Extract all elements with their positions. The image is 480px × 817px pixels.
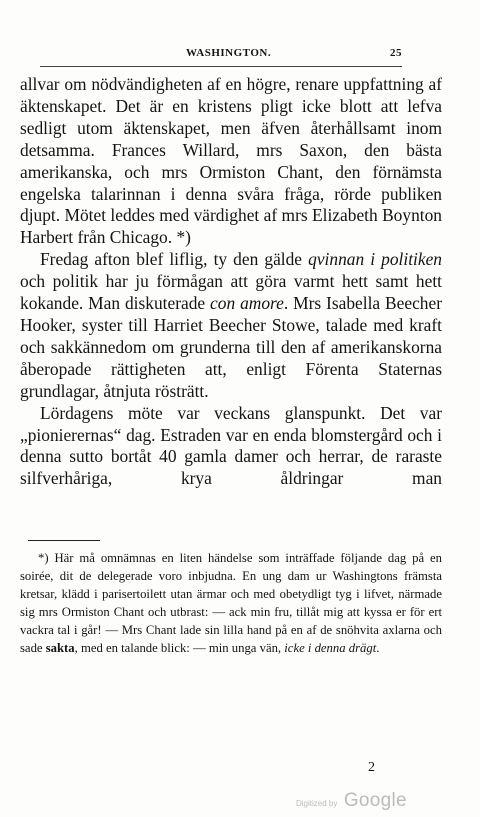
google-logo: Google bbox=[343, 790, 407, 811]
paragraph-3: Lördagens möte var veckans glanspunkt. Det var „pionierernas“ dag. Estraden var en enda blomstergård och i denna sutto bortåt 40 gamla damer och herrar, de raraste silfverhåriga, krya åldringar man bbox=[20, 402, 442, 489]
p2-text-3: . Mrs Isabella Beecher Hooker, syster till Harriet Beecher Stowe, talade med kraft och sakkännedom om grunderna till den af amerikanskorna åberopade rättigheten att, enligt Förenta Staternas grundlagar, åtnjuta rösträtt. bbox=[20, 293, 443, 401]
footnote-text-3: . bbox=[376, 641, 380, 656]
watermark-prefix: Digitized by bbox=[296, 799, 338, 808]
digitized-watermark bbox=[296, 790, 407, 812]
page-number: 25 bbox=[390, 47, 402, 59]
footnote-text-2: , med en talande blick: — min unga vän, bbox=[74, 641, 285, 656]
footnote-emphasis: icke i denna drägt bbox=[284, 641, 377, 656]
paragraph-2 bbox=[20, 249, 442, 402]
footnote bbox=[20, 549, 442, 658]
footnote-bold: sakta bbox=[45, 641, 75, 656]
paragraph-1: allvar om nödvändigheten af en högre, renare uppfattning af äktenskapet. Det är en kristens pligt icke blott att lefva sedligt utom äktenskapet, men äfven återhållsamt inom detsamma. Frances Willard, mrs Saxon, den bästa amerikanska, och mrs Ormiston Chant, den förnämsta engelska talarinnan i denna svåra fråga, rörde publiken djupt. Mötet leddes med värdighet af mrs Elizabeth Boynton Harbert från Chicago. *) bbox=[20, 74, 442, 248]
footnote-rule bbox=[28, 540, 100, 541]
signature-mark: 2 bbox=[368, 760, 375, 775]
p2-text-2: och politik har ju förmågan att göra varmt hett samt hett kokande. Man diskuterade bbox=[20, 271, 442, 314]
main-text bbox=[20, 74, 442, 490]
footnote-text bbox=[20, 549, 442, 658]
p2-emphasis-1: qvinnan i politiken bbox=[308, 249, 443, 270]
p2-text-1: Fredag afton blef liflig, ty den gälde bbox=[40, 249, 309, 270]
running-title: WASHINGTON. bbox=[186, 47, 272, 59]
header-rule bbox=[40, 66, 402, 67]
running-header bbox=[40, 47, 402, 65]
p2-emphasis-2: con amore bbox=[210, 293, 284, 314]
footnote-text-1: *) Här må omnämnas en liten händelse som inträffade följande dag på en soirée, dit de delegerade voro inbjudna. En ung dam ur Washingtons främsta kretsar, klädd i parisertoilett utan ärmar och med obetydligt tyg i lifvet, närmade sig mrs Ormiston Chant och utbrast: — ack min fru, tillåt mig att kyssa er för ert vackra tal i går! — Mrs Chant lade sin lilla hand på en af de snöhvita axlarna och sade bbox=[20, 551, 442, 656]
